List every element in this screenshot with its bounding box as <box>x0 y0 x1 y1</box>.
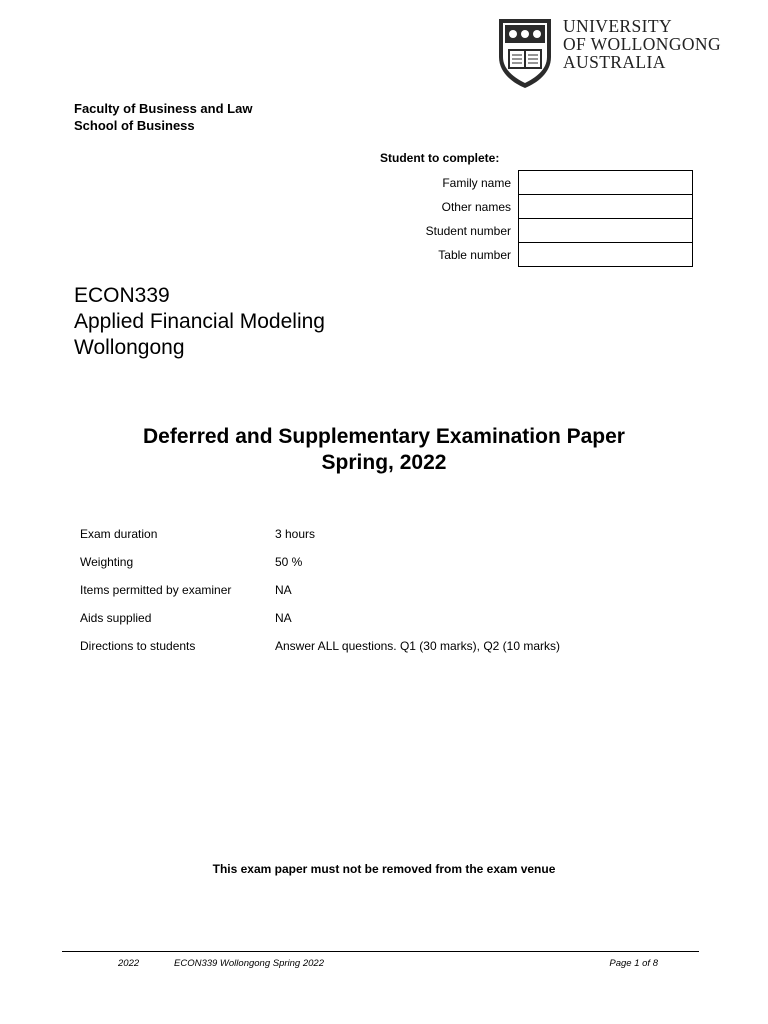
student-section-heading: Student to complete: <box>380 151 500 165</box>
student-number-label: Student number <box>425 224 511 238</box>
logo-line-1: UNIVERSITY <box>563 16 672 36</box>
info-key: Items permitted by examiner <box>80 583 232 597</box>
school-name: School of Business <box>74 117 195 133</box>
footer-page-number: Page 1 of 8 <box>609 958 658 969</box>
info-row <box>80 580 700 608</box>
footer-course: ECON339 Wollongong Spring 2022 <box>174 958 324 969</box>
student-field-labels <box>340 171 511 267</box>
table-number-field[interactable] <box>518 242 693 267</box>
info-row <box>80 608 700 636</box>
logo-line-2: OF WOLLONGONG <box>563 34 721 54</box>
info-value: 50 % <box>275 555 303 569</box>
footer-divider <box>62 951 699 952</box>
faculty-name: Faculty of Business and Law <box>74 101 253 116</box>
info-row <box>80 552 700 580</box>
info-value: NA <box>275 583 292 597</box>
other-names-label: Other names <box>441 200 511 214</box>
info-row <box>80 524 700 552</box>
exam-info-table <box>80 524 700 664</box>
course-campus: Wollongong <box>74 336 185 359</box>
faculty-block <box>74 101 252 134</box>
course-name: Applied Financial Modeling <box>74 310 325 333</box>
logo-line-3: AUSTRALIA <box>563 52 666 72</box>
info-value: NA <box>275 611 292 625</box>
exam-session: Spring, 2022 <box>321 451 447 474</box>
info-key: Aids supplied <box>80 611 152 625</box>
info-key: Weighting <box>80 555 134 569</box>
info-key: Exam duration <box>80 527 158 541</box>
family-name-field[interactable] <box>518 170 693 194</box>
course-code: ECON339 <box>74 284 170 307</box>
info-value: 3 hours <box>275 527 316 541</box>
course-block <box>74 283 325 361</box>
info-key: Directions to students <box>80 639 196 653</box>
info-value: Answer ALL questions. Q1 (30 marks), Q2 (10 marks) <box>275 639 560 653</box>
exam-title-block <box>0 424 768 476</box>
student-number-field[interactable] <box>518 218 693 242</box>
family-name-label: Family name <box>442 176 511 190</box>
info-row <box>80 636 700 664</box>
other-names-field[interactable] <box>518 194 693 218</box>
exam-title: Deferred and Supplementary Examination Paper <box>143 425 625 448</box>
student-field-boxes <box>518 170 693 267</box>
university-shield-icon <box>495 15 555 90</box>
table-number-label: Table number <box>438 248 511 262</box>
university-logo <box>495 15 745 90</box>
logo-wordmark <box>563 17 721 71</box>
exam-notice: This exam paper must not be removed from the exam venue <box>212 862 556 876</box>
footer-year: 2022 <box>118 958 140 969</box>
